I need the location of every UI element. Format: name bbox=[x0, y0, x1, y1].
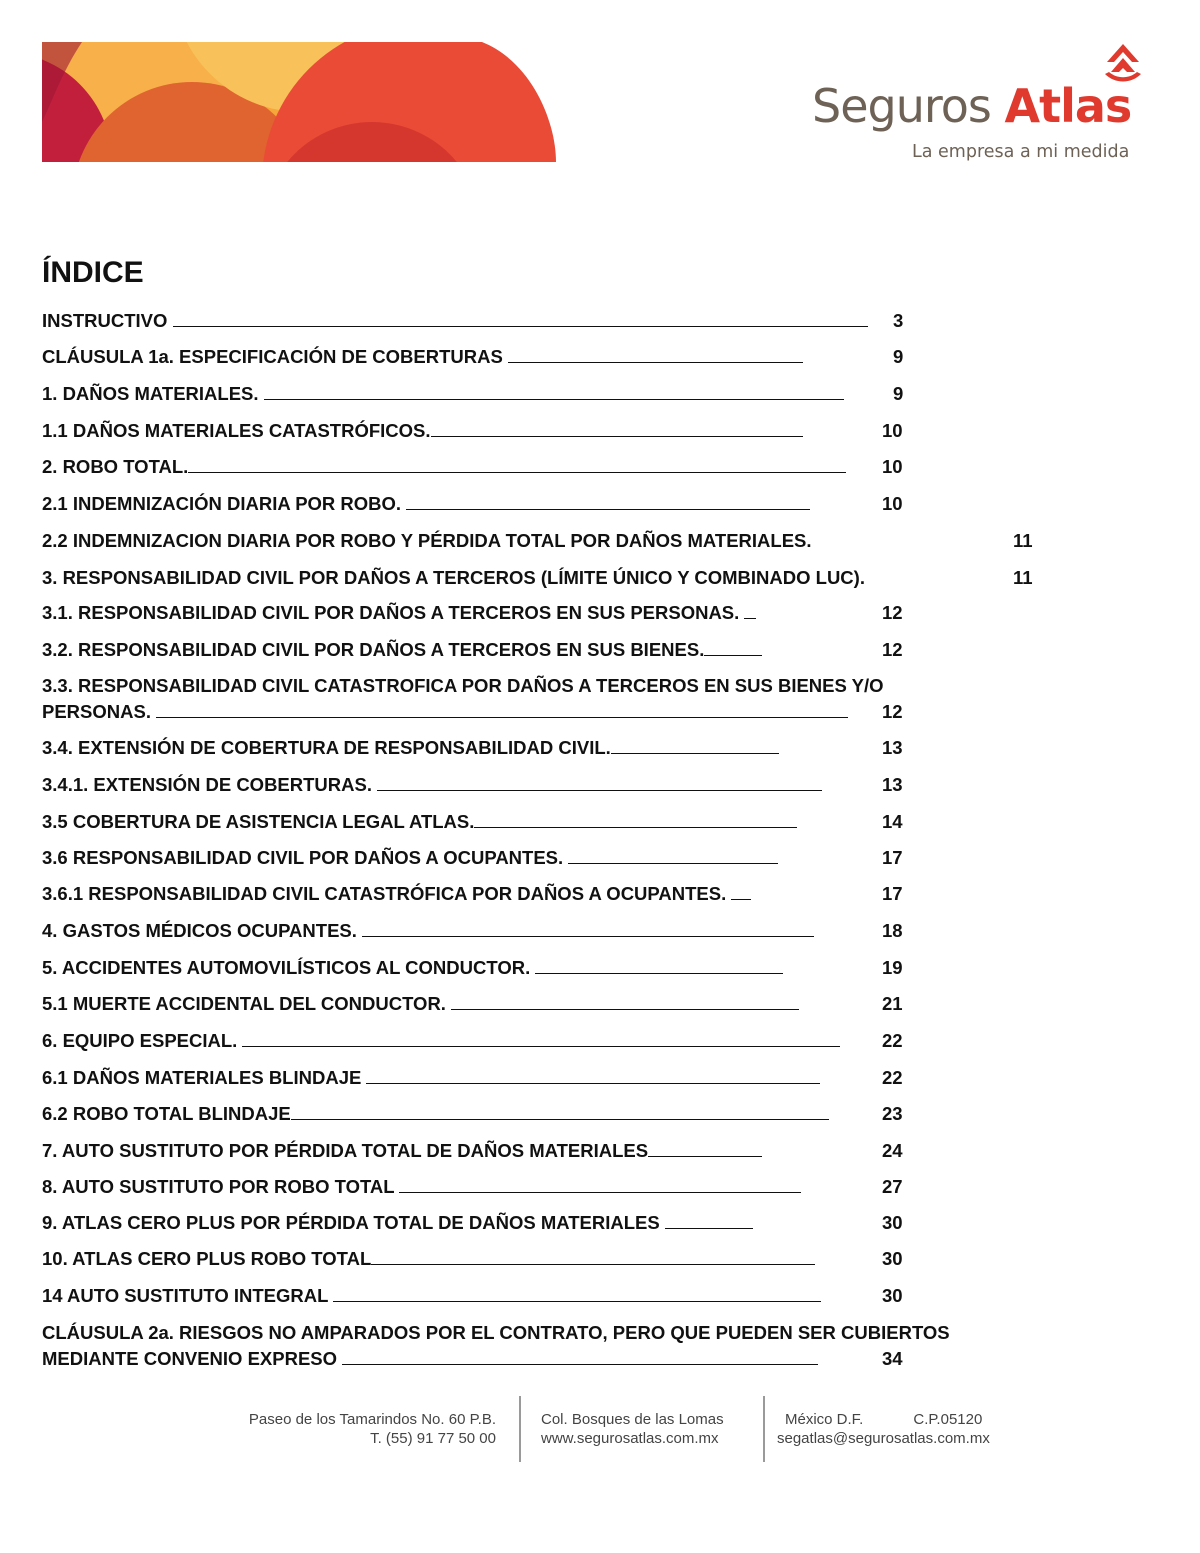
toc-leader bbox=[451, 993, 799, 1010]
toc-entry-label: 3. RESPONSABILIDAD CIVIL POR DAÑOS A TERCEROS (LÍMITE ÚNICO Y COMBINADO LUC). bbox=[42, 567, 865, 588]
toc-entry-label: 3.4.1. EXTENSIÓN DE COBERTURAS. bbox=[42, 774, 372, 795]
toc-page-number: 21 bbox=[882, 993, 903, 1014]
toc-page-number: 18 bbox=[882, 920, 903, 941]
toc-leader bbox=[611, 737, 779, 754]
page-title: ÍNDICE bbox=[42, 256, 144, 289]
toc-entry[interactable] bbox=[42, 992, 799, 1016]
toc-entry[interactable] bbox=[42, 309, 868, 333]
toc-leader bbox=[242, 1030, 840, 1047]
toc-entry-label: MEDIANTE CONVENIO EXPRESO bbox=[42, 1348, 338, 1369]
toc-entry[interactable] bbox=[42, 566, 865, 590]
toc-entry-label: 3.4. EXTENSIÓN DE COBERTURA DE RESPONSABILIDAD CIVIL. bbox=[42, 737, 611, 758]
toc-page-number: 23 bbox=[882, 1103, 903, 1124]
toc-page-number: 24 bbox=[882, 1140, 903, 1161]
footer-location bbox=[541, 1410, 746, 1448]
toc-page-number: 13 bbox=[882, 737, 903, 758]
toc-entry[interactable] bbox=[42, 1321, 950, 1345]
toc-page-number: 22 bbox=[882, 1030, 903, 1051]
toc-entry-label: 3.6 RESPONSABILIDAD CIVIL POR DAÑOS A OCUPANTES. bbox=[42, 847, 564, 868]
footer-city-line bbox=[777, 1410, 1007, 1429]
toc-entry-label: 4. GASTOS MÉDICOS OCUPANTES. bbox=[42, 920, 357, 941]
toc-entry-continued[interactable] bbox=[42, 700, 848, 724]
toc-leader bbox=[508, 346, 803, 363]
toc-entry[interactable] bbox=[42, 638, 762, 662]
toc-leader bbox=[366, 1067, 820, 1084]
toc-page-number: 11 bbox=[1013, 567, 1033, 588]
toc-entry-label: 14 AUTO SUSTITUTO INTEGRAL bbox=[42, 1285, 329, 1306]
footer-divider bbox=[519, 1396, 521, 1462]
toc-page-number: 14 bbox=[882, 811, 903, 832]
page-footer bbox=[0, 1396, 1200, 1466]
toc-leader bbox=[173, 310, 868, 327]
toc-entry[interactable] bbox=[42, 846, 778, 870]
brand-word-seguros: Seguros bbox=[812, 79, 991, 133]
toc-entry-label: PERSONAS. bbox=[42, 701, 151, 722]
toc-entry[interactable] bbox=[42, 810, 797, 834]
toc-page-number: 17 bbox=[882, 847, 903, 868]
footer-colonia: Col. Bosques de las Lomas bbox=[541, 1411, 724, 1428]
toc-entry[interactable] bbox=[42, 1175, 801, 1199]
toc-leader bbox=[362, 920, 814, 937]
toc-page-number: 9 bbox=[893, 383, 904, 404]
toc-entry-label: INSTRUCTIVO bbox=[42, 310, 168, 331]
toc-page-number: 30 bbox=[882, 1212, 903, 1233]
toc-entry[interactable] bbox=[42, 736, 779, 760]
toc-entry-continued[interactable] bbox=[42, 1347, 818, 1371]
toc-entry[interactable] bbox=[42, 882, 751, 906]
toc-leader bbox=[431, 420, 803, 437]
toc-entry-label: 3.2. RESPONSABILIDAD CIVIL POR DAÑOS A TERCEROS EN SUS BIENES. bbox=[42, 639, 705, 660]
toc-leader bbox=[474, 811, 797, 828]
toc-leader bbox=[156, 701, 848, 718]
toc-entry[interactable] bbox=[42, 956, 783, 980]
toc-leader bbox=[371, 1248, 815, 1265]
toc-entry-label: 9. ATLAS CERO PLUS POR PÉRDIDA TOTAL DE DAÑOS MATERIALES bbox=[42, 1212, 660, 1233]
brand-tagline: La empresa a mi medida bbox=[912, 142, 1130, 162]
toc-entry-label: 6. EQUIPO ESPECIAL. bbox=[42, 1030, 238, 1051]
toc-entry-label: 5.1 MUERTE ACCIDENTAL DEL CONDUCTOR. bbox=[42, 993, 446, 1014]
footer-website[interactable]: www.segurosatlas.com.mx bbox=[541, 1430, 719, 1447]
footer-email[interactable]: segatlas@segurosatlas.com.mx bbox=[777, 1430, 990, 1447]
toc-leader bbox=[333, 1285, 821, 1302]
footer-postal-code: C.P.05120 bbox=[913, 1411, 983, 1428]
toc-page-number: 9 bbox=[893, 346, 904, 367]
toc-entry[interactable] bbox=[42, 1284, 821, 1308]
toc-entry-label: 2. ROBO TOTAL. bbox=[42, 456, 189, 477]
toc-leader bbox=[744, 602, 756, 619]
toc-entry[interactable] bbox=[42, 529, 812, 553]
toc-page-number: 27 bbox=[882, 1176, 903, 1197]
toc-leader bbox=[665, 1212, 753, 1229]
toc-entry[interactable] bbox=[42, 919, 814, 943]
toc-leader bbox=[399, 1176, 801, 1193]
toc-page-number: 12 bbox=[882, 701, 903, 722]
toc-entry-label: 7. AUTO SUSTITUTO POR PÉRDIDA TOTAL DE DAÑOS MATERIALES bbox=[42, 1140, 649, 1161]
toc-entry[interactable] bbox=[42, 455, 846, 479]
toc-leader bbox=[568, 847, 778, 864]
footer-address-line1: Paseo de los Tamarindos No. 60 P.B. bbox=[248, 1411, 496, 1428]
toc-entry-label: 5. ACCIDENTES AUTOMOVILÍSTICOS AL CONDUCTOR. bbox=[42, 957, 531, 978]
brand-name bbox=[812, 80, 1131, 132]
toc-entry[interactable] bbox=[42, 601, 756, 625]
toc-leader bbox=[264, 383, 844, 400]
toc-leader bbox=[188, 456, 846, 473]
toc-page-number: 30 bbox=[882, 1248, 903, 1269]
toc-entry[interactable] bbox=[42, 1247, 815, 1271]
toc-entry-label: CLÁUSULA 2a. RIESGOS NO AMPARADOS POR EL CONTRATO, PERO QUE PUEDEN SER CUBIERTOS bbox=[42, 1322, 950, 1343]
toc-entry-label: 8. AUTO SUSTITUTO POR ROBO TOTAL bbox=[42, 1176, 395, 1197]
footer-city: México D.F. bbox=[785, 1411, 864, 1428]
toc-entry-label: 2.1 INDEMNIZACIÓN DIARIA POR ROBO. bbox=[42, 493, 402, 514]
footer-contact bbox=[777, 1410, 1007, 1448]
toc-page-number: 12 bbox=[882, 602, 903, 623]
toc-leader bbox=[731, 883, 751, 900]
toc-entry-label: 6.1 DAÑOS MATERIALES BLINDAJE bbox=[42, 1067, 362, 1088]
toc-entry[interactable] bbox=[42, 1029, 840, 1053]
toc-page-number: 17 bbox=[882, 883, 903, 904]
toc-entry[interactable] bbox=[42, 1211, 753, 1235]
toc-leader bbox=[406, 493, 810, 510]
toc-entry[interactable] bbox=[42, 773, 822, 797]
toc-entry[interactable] bbox=[42, 382, 844, 406]
toc-entry[interactable] bbox=[42, 1066, 820, 1090]
toc-entry[interactable] bbox=[42, 492, 810, 516]
toc-leader bbox=[704, 639, 762, 656]
toc-page-number: 22 bbox=[882, 1067, 903, 1088]
toc-entry-label: CLÁUSULA 1a. ESPECIFICACIÓN DE COBERTURAS bbox=[42, 346, 503, 367]
toc-entry-label: 10. ATLAS CERO PLUS ROBO TOTAL bbox=[42, 1248, 372, 1269]
footer-address bbox=[228, 1410, 496, 1448]
toc-entry-label: 3.1. RESPONSABILIDAD CIVIL POR DAÑOS A TERCEROS EN SUS PERSONAS. bbox=[42, 602, 740, 623]
toc-page-number: 10 bbox=[882, 420, 903, 441]
toc-leader bbox=[648, 1140, 762, 1157]
toc-page-number: 10 bbox=[882, 493, 903, 514]
toc-page-number: 11 bbox=[1013, 530, 1033, 551]
toc-leader bbox=[377, 774, 822, 791]
toc-entry[interactable] bbox=[42, 1139, 762, 1163]
seguros-atlas-logo bbox=[810, 42, 1150, 172]
toc-entry[interactable] bbox=[42, 1102, 829, 1126]
toc-leader bbox=[342, 1348, 818, 1365]
toc-entry-label: 3.5 COBERTURA DE ASISTENCIA LEGAL ATLAS. bbox=[42, 811, 475, 832]
brand-word-atlas: Atlas bbox=[1004, 79, 1132, 133]
toc-page-number: 10 bbox=[882, 456, 903, 477]
toc-page-number: 13 bbox=[882, 774, 903, 795]
toc-page-number: 34 bbox=[882, 1348, 903, 1369]
toc-entry-label: 3.3. RESPONSABILIDAD CIVIL CATASTROFICA POR DAÑOS A TERCEROS EN SUS BIENES Y/O bbox=[42, 675, 884, 696]
footer-divider bbox=[763, 1396, 765, 1462]
toc-entry-label: 1. DAÑOS MATERIALES. bbox=[42, 383, 259, 404]
toc-entry-label: 1.1 DAÑOS MATERIALES CATASTRÓFICOS. bbox=[42, 420, 431, 441]
atlas-logo-mark-icon bbox=[1099, 42, 1147, 84]
toc-entry[interactable] bbox=[42, 345, 803, 369]
toc-entry-label: 2.2 INDEMNIZACION DIARIA POR ROBO Y PÉRDIDA TOTAL POR DAÑOS MATERIALES. bbox=[42, 530, 812, 551]
toc-entry[interactable] bbox=[42, 419, 803, 443]
toc-entry-label: 3.6.1 RESPONSABILIDAD CIVIL CATASTRÓFICA POR DAÑOS A OCUPANTES. bbox=[42, 883, 727, 904]
header-banner-graphic bbox=[42, 42, 556, 162]
footer-phone: T. (55) 91 77 50 00 bbox=[370, 1430, 496, 1447]
toc-leader bbox=[291, 1103, 829, 1120]
toc-page-number: 3 bbox=[893, 310, 904, 331]
toc-entry-label: 6.2 ROBO TOTAL BLINDAJE bbox=[42, 1103, 291, 1124]
toc-page-number: 30 bbox=[882, 1285, 903, 1306]
toc-page-number: 19 bbox=[882, 957, 903, 978]
toc-page-number: 12 bbox=[882, 639, 903, 660]
toc-entry[interactable] bbox=[42, 674, 884, 698]
toc-leader bbox=[535, 957, 783, 974]
